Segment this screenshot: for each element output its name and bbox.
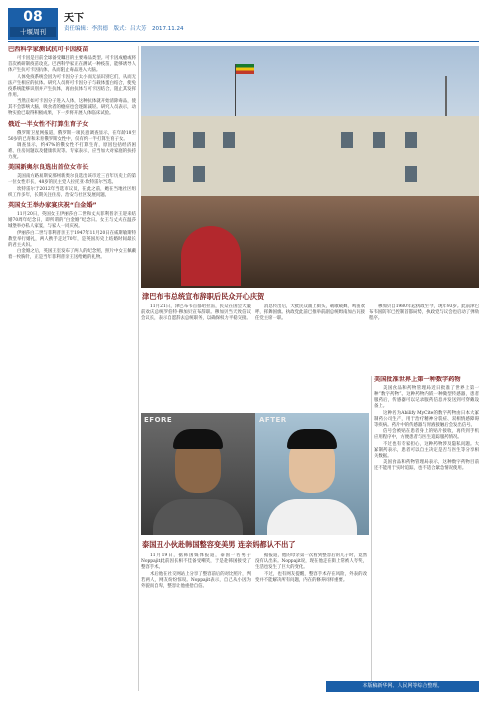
after-photo xyxy=(255,413,369,535)
article-paragraph: 消息传出后，大批民众涌上街头，载歌载舞，鸣笛欢呼，挥舞国旗。执政党此前已推举前副总统姆南加古瓦接任党主席一职。 xyxy=(255,304,365,322)
window xyxy=(163,166,175,182)
footer-source-note: 本版稿新华网、人民网等综合整理。 xyxy=(326,681,479,692)
shirt xyxy=(153,499,243,535)
column-divider xyxy=(138,46,139,691)
after-label: AFTER xyxy=(259,416,287,424)
article-headline: 巴西科学家测试抗可卡因疫苗 xyxy=(8,46,89,53)
article-paragraph: 术后他在社交网站上分享了整容前后的对比照片，判若两人，网友纷纷惊叹。Noppajit表示，自己从小因为外貌而自卑，整容让他重拾自信。 xyxy=(141,571,251,589)
story-caption-title: 泰国丑小伙赴韩国整容变美男 连亲妈都认不出了 xyxy=(142,540,296,549)
crowd-red-clothes xyxy=(181,226,241,286)
article-paragraph: 可卡因是目前全球备受瞩目的主要毒品类型。可卡因成瘾或将首次被研制疫苗攻克。巴西科学家正在测试一种疫苗，能够诱导人体产生抗可卡因抗体，从而阻止毒品进入大脑。 xyxy=(8,56,136,74)
article-paragraph: 不过也有专家担心，这种药物涉及隐私问题。大冢制药表示，患者可以自主决定是否与医生等分享相关数据。 xyxy=(374,441,479,459)
article-paragraph: 这种名为Abilify MyCite的数字药物由日本大冢制药公司生产，用于治疗精神分裂症、双相情感障碍等疾病。药片中的传感器与胃液接触后会发出信号。 xyxy=(374,410,479,428)
article-paragraph: 俄罗斯卫星网报道，俄罗斯一项民意调查显示，在年龄18至50岁的已育和未育俄罗斯女性中，仅有约一半打算生育子女。 xyxy=(8,130,136,142)
window xyxy=(193,132,205,148)
window xyxy=(163,132,175,148)
page-number: 08 xyxy=(23,9,43,25)
window xyxy=(405,166,417,182)
story-text-column xyxy=(369,304,479,370)
article-paragraph: 美国南方路易斯安那州新奥尔良选出该市近三百年历史上的第一位女性市长，48岁的民主党人拉托亚·坎特雷尔当选。 xyxy=(8,174,136,186)
article-headline: 美国批准世界上第一种数字药物 xyxy=(374,376,461,383)
story-text-column xyxy=(255,553,367,693)
window xyxy=(341,132,353,148)
article-paragraph: 11月20日，英国女王伊丽莎白二世和丈夫菲利普亲王迎来结婚70周年纪念日，即所谓的“白金婚”纪念日。女王与丈夫在温莎城堡举办私人家宴，与家人一同庆祝。 xyxy=(8,211,136,230)
article-paragraph: 人体免疫系统会因为可卡因分子太小而无法识别它们，从而无法产生相应的抗体。研究人员将可卡因分子与载体蛋白结合，使免疫系统能够识别并产生抗体，再由抗体与可卡因结合，阻止其发挥作用。 xyxy=(8,74,136,98)
page-header xyxy=(8,8,479,42)
article-paragraph: 11月19日，据韩国媒体报道，泰国一名男子Noppajit此前因长相不佳备受嘲笑，于是赴韩国接受了整容手术。 xyxy=(141,553,251,571)
story-text-column xyxy=(141,304,251,408)
shirt xyxy=(267,499,357,535)
header-rule xyxy=(8,41,479,42)
story-text-column xyxy=(255,304,365,408)
article-headline: 俄近一半女性不打算生育子女 xyxy=(8,120,89,128)
column-divider xyxy=(371,376,372,681)
before-label: EFORE xyxy=(144,416,173,424)
article-paragraph: 调查显示，约47%的俄女性不打算生育，原因包括经济困难、住房问题以及健康状况等。专家表示，应当加大对家庭的扶持力度。 xyxy=(8,143,136,161)
article-paragraph: 当然正如可卡因分子进入人体，这种抗体就开始清除毒品，使其不会影响大脑，吸食者的瘾症也会逐渐减轻。研究人员表示，动物实验已取得积极成果，下一步将开展人体临床试验。 xyxy=(8,99,136,117)
weekly-label: 十堰周刊 xyxy=(10,27,56,37)
before-photo xyxy=(141,413,255,535)
digital-drug-column xyxy=(374,376,479,678)
article-paragraph: 信号会被贴在患者身上的贴片接收，再传到手机应用程序中，方便患者与医生追踪服药情况。 xyxy=(374,429,479,441)
article-paragraph: 不过，也有网友提醒，整容手术存在风险，外表的改变并不能解决所有问题，内在的修养同样重要。 xyxy=(255,571,367,583)
window xyxy=(373,132,385,148)
hair xyxy=(173,429,223,449)
zimbabwe-celebration-photo xyxy=(141,46,479,288)
flag-icon xyxy=(236,64,254,74)
article-paragraph: 穆加贝自1980年起执政至今，现年93岁。此前津巴布韦国防军已控制首都局势，执政党与议会也启动了弹劾程序。 xyxy=(369,304,479,322)
article-paragraph: 伊丽莎白二世与菲利普亲王于1947年11月20日在威斯敏斯特教堂举行婚礼，两人携手走过70年，是英国历史上结婚时间最长的君主夫妇。 xyxy=(8,230,136,248)
article-paragraph: 坎特雷尔于2012年当选市议员，在此之前，她在当地社区组织工作多年，长期关注住房、治安与社区发展问题。 xyxy=(8,186,136,198)
editor-meta: 责任编辑：李洪德 版式：吕大芳 2017.11.24 xyxy=(64,26,184,32)
article-paragraph: 美国食品和药物管理局近日批准了世界上第一种“数字药物”。这种药物内嵌一种微型传感器，患者服药后，传感器可以记录服药信息并发送到可穿戴设备上。 xyxy=(374,386,479,410)
page-number-badge xyxy=(8,8,58,40)
left-news-column xyxy=(8,46,136,691)
story-text-column xyxy=(141,553,251,693)
window xyxy=(223,132,235,148)
story-caption-title: 津巴布韦总统宣布辞职后民众开心庆贺 xyxy=(142,292,265,301)
window xyxy=(405,132,417,148)
article-paragraph: 据报道，他的母亲第一次看到整容后的儿子时，竟然没有认出来。Noppajit说，现在他走在街上常被人夸奖，生活也发生了巨大的变化。 xyxy=(255,553,367,571)
article-paragraph: 白金婚之后，英国王室发布了两人的纪念照，照片中女王佩戴着一枚胸针，正是当年菲利普亲王送给她的礼物。 xyxy=(8,249,136,261)
before-after-photo xyxy=(141,413,369,535)
article-paragraph: 美国食品和药物管理局表示，这种数字药物目前还不能用于实时追踪，也不适合紧急情况使用。 xyxy=(374,460,479,472)
article-headline: 英国女王举办家宴庆祝“白金婚” xyxy=(8,201,97,209)
window xyxy=(193,166,205,182)
hair xyxy=(287,429,337,449)
section-title: 天下 xyxy=(64,13,84,24)
newspaper-page xyxy=(8,8,479,695)
article-headline: 美国新奥尔良选出首位女市长 xyxy=(8,164,89,172)
article-paragraph: 11月21日，津巴布韦首都哈拉雷，民众在国会大厦前欢庆总统罗伯特·穆加贝宣布辞职。穆加贝当天致信议会议长，表示自愿辞去总统职务，以确保权力平稳交接。 xyxy=(141,304,251,322)
